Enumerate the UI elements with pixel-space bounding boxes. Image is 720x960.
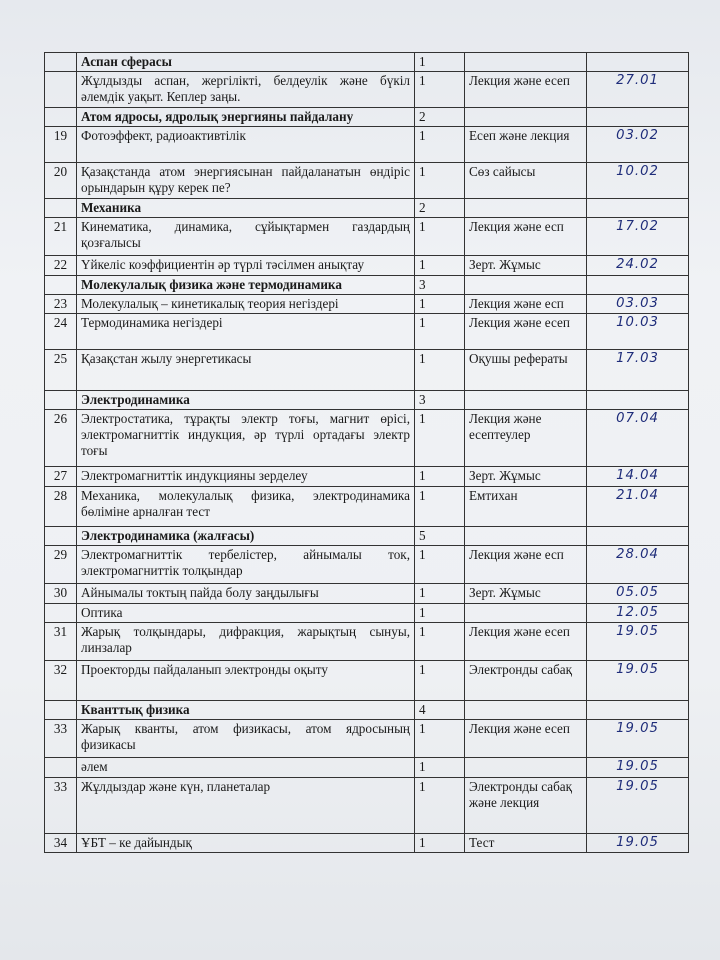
lesson-type: Электронды сабақ және лекция	[465, 778, 587, 834]
topic-cell: Жұлдызды аспан, жергілікті, белдеулік және бүкіл әлемдік уақыт. Кеплер заңы.	[77, 72, 415, 108]
lesson-type: Электронды сабақ	[465, 661, 587, 701]
date-cell: 27.01	[587, 72, 689, 108]
hours-cell: 1	[415, 546, 465, 584]
table-row	[45, 467, 689, 487]
section-title: Аспан сферасы	[77, 53, 415, 72]
topic-cell: Үйкеліс коэффициентін әр түрлі тәсілмен анықтау	[77, 256, 415, 276]
date-cell: 10.03	[587, 314, 689, 350]
date-cell: 07.04	[587, 410, 689, 467]
topic-cell: Электростатика, тұрақты электр тоғы, магнит өрісі, электромагниттік индукция, әр түрлі ортадағы электр тоғы	[77, 410, 415, 467]
lesson-type: Зерт. Жұмыс	[465, 256, 587, 276]
lesson-type: Лекция және есп	[465, 218, 587, 256]
hours-cell: 3	[415, 391, 465, 410]
hours-cell: 1	[415, 350, 465, 391]
section-row	[45, 276, 689, 295]
topic-cell: Кинематика, динамика, сұйықтармен газдардың қозғалысы	[77, 218, 415, 256]
row-number	[45, 604, 77, 623]
date-cell: 21.04	[587, 487, 689, 527]
lesson-type	[465, 604, 587, 623]
row-number: 33	[45, 720, 77, 758]
hours-cell: 1	[415, 834, 465, 853]
row-number	[45, 53, 77, 72]
section-row	[45, 199, 689, 218]
date-cell: 12.05	[587, 604, 689, 623]
row-number: 19	[45, 127, 77, 163]
date-cell	[587, 276, 689, 295]
lesson-type	[465, 391, 587, 410]
hours-cell: 1	[415, 127, 465, 163]
date-cell: 19.05	[587, 834, 689, 853]
table-row	[45, 834, 689, 853]
hours-cell: 1	[415, 758, 465, 778]
lesson-type	[465, 199, 587, 218]
topic-cell: Электромагниттік индукцияны зерделеу	[77, 467, 415, 487]
topic-cell: Жарық кванты, атом физикасы, атом ядросының физикасы	[77, 720, 415, 758]
row-number	[45, 758, 77, 778]
row-number: 23	[45, 295, 77, 314]
hours-cell: 1	[415, 53, 465, 72]
date-cell: 19.05	[587, 623, 689, 661]
hours-cell: 1	[415, 218, 465, 256]
section-title: Электродинамика	[77, 391, 415, 410]
table-row	[45, 350, 689, 391]
topic-cell: ҰБТ – ке дайындық	[77, 834, 415, 853]
topic-cell: Механика, молекулалық физика, электродинамика бөліміне арналған тест	[77, 487, 415, 527]
row-number: 28	[45, 487, 77, 527]
row-number	[45, 527, 77, 546]
topic-cell: Электромагниттік тербелістер, айнымалы ток, электромагниттік толқындар	[77, 546, 415, 584]
topic-cell: Жұлдыздар және күн, планеталар	[77, 778, 415, 834]
lesson-type: Тест	[465, 834, 587, 853]
topic-cell: Молекулалық – кинетикалық теория негіздері	[77, 295, 415, 314]
date-cell: 03.03	[587, 295, 689, 314]
hours-cell: 1	[415, 720, 465, 758]
lesson-plan-table	[44, 52, 689, 853]
row-number	[45, 276, 77, 295]
table-row	[45, 546, 689, 584]
row-number: 25	[45, 350, 77, 391]
date-cell: 19.05	[587, 758, 689, 778]
date-cell: 05.05	[587, 584, 689, 604]
hours-cell: 1	[415, 487, 465, 527]
lesson-type: Лекция және есеп	[465, 72, 587, 108]
topic-cell: Фотоэффект, радиоактивтілік	[77, 127, 415, 163]
section-title: Механика	[77, 199, 415, 218]
row-number: 21	[45, 218, 77, 256]
lesson-type: Есеп және лекция	[465, 127, 587, 163]
date-cell	[587, 701, 689, 720]
hours-cell: 2	[415, 199, 465, 218]
date-cell: 28.04	[587, 546, 689, 584]
lesson-type	[465, 701, 587, 720]
topic-cell: Қазақстанда атом энергиясынан пайдаланатын өндіріс орындарын құру керек пе?	[77, 163, 415, 199]
hours-cell: 5	[415, 527, 465, 546]
date-cell: 17.02	[587, 218, 689, 256]
table-row	[45, 295, 689, 314]
topic-cell: әлем	[77, 758, 415, 778]
lesson-type: Зерт. Жұмыс	[465, 584, 587, 604]
row-number: 27	[45, 467, 77, 487]
lesson-type	[465, 276, 587, 295]
hours-cell: 4	[415, 701, 465, 720]
section-row	[45, 527, 689, 546]
hours-cell: 1	[415, 72, 465, 108]
lesson-type: Зерт. Жұмыс	[465, 467, 587, 487]
section-row	[45, 701, 689, 720]
lesson-type: Лекция және есп	[465, 295, 587, 314]
row-number	[45, 701, 77, 720]
date-cell: 17.03	[587, 350, 689, 391]
date-cell	[587, 53, 689, 72]
hours-cell: 1	[415, 163, 465, 199]
lesson-type: Лекция және есеп	[465, 720, 587, 758]
hours-cell: 3	[415, 276, 465, 295]
lesson-type: Лекция және есеп	[465, 314, 587, 350]
date-cell: 14.04	[587, 467, 689, 487]
hours-cell: 1	[415, 778, 465, 834]
topic-cell: Айнымалы токтың пайда болу заңдылығы	[77, 584, 415, 604]
hours-cell: 1	[415, 584, 465, 604]
topic-cell: Оптика	[77, 604, 415, 623]
table-row	[45, 163, 689, 199]
row-number: 24	[45, 314, 77, 350]
row-number	[45, 199, 77, 218]
date-cell: 19.05	[587, 720, 689, 758]
table-row	[45, 778, 689, 834]
row-number	[45, 72, 77, 108]
row-number: 32	[45, 661, 77, 701]
table-row	[45, 72, 689, 108]
date-cell: 24.02	[587, 256, 689, 276]
hours-cell: 1	[415, 623, 465, 661]
lesson-type: Емтихан	[465, 487, 587, 527]
table-row	[45, 661, 689, 701]
row-number: 33	[45, 778, 77, 834]
date-cell: 03.02	[587, 127, 689, 163]
section-row	[45, 391, 689, 410]
row-number: 34	[45, 834, 77, 853]
topic-cell: Қазақстан жылу энергетикасы	[77, 350, 415, 391]
row-number: 29	[45, 546, 77, 584]
row-number	[45, 108, 77, 127]
section-row	[45, 53, 689, 72]
table-row	[45, 127, 689, 163]
table-row	[45, 604, 689, 623]
hours-cell: 1	[415, 410, 465, 467]
section-title: Кванттық физика	[77, 701, 415, 720]
date-cell	[587, 108, 689, 127]
table-row	[45, 256, 689, 276]
table-row	[45, 218, 689, 256]
table-row	[45, 487, 689, 527]
lesson-type	[465, 527, 587, 546]
row-number: 20	[45, 163, 77, 199]
section-title: Молекулалық физика және термодинамика	[77, 276, 415, 295]
lesson-type: Лекция және есептеулер	[465, 410, 587, 467]
table-row	[45, 314, 689, 350]
lesson-type: Оқушы рефераты	[465, 350, 587, 391]
section-title: Атом ядросы, ядролық энергияны пайдалану	[77, 108, 415, 127]
lesson-type	[465, 53, 587, 72]
row-number: 26	[45, 410, 77, 467]
section-row	[45, 108, 689, 127]
hours-cell: 1	[415, 295, 465, 314]
lesson-type: Лекция және есеп	[465, 623, 587, 661]
hours-cell: 1	[415, 256, 465, 276]
lesson-type: Сөз сайысы	[465, 163, 587, 199]
row-number: 22	[45, 256, 77, 276]
topic-cell: Термодинамика негіздері	[77, 314, 415, 350]
date-cell: 10.02	[587, 163, 689, 199]
hours-cell: 1	[415, 314, 465, 350]
lesson-type	[465, 758, 587, 778]
topic-cell: Проекторды пайдаланып электронды оқыту	[77, 661, 415, 701]
table-row	[45, 758, 689, 778]
row-number	[45, 391, 77, 410]
table-row	[45, 410, 689, 467]
hours-cell: 1	[415, 604, 465, 623]
hours-cell: 1	[415, 661, 465, 701]
date-cell	[587, 527, 689, 546]
topic-cell: Жарық толқындары, дифракция, жарықтың сынуы, линзалар	[77, 623, 415, 661]
table-row	[45, 720, 689, 758]
date-cell: 19.05	[587, 778, 689, 834]
hours-cell: 1	[415, 467, 465, 487]
date-cell	[587, 199, 689, 218]
table-row	[45, 584, 689, 604]
row-number: 30	[45, 584, 77, 604]
date-cell	[587, 391, 689, 410]
lesson-type: Лекция және есп	[465, 546, 587, 584]
section-title: Электродинамика (жалғасы)	[77, 527, 415, 546]
date-cell: 19.05	[587, 661, 689, 701]
row-number: 31	[45, 623, 77, 661]
hours-cell: 2	[415, 108, 465, 127]
lesson-type	[465, 108, 587, 127]
table-row	[45, 623, 689, 661]
